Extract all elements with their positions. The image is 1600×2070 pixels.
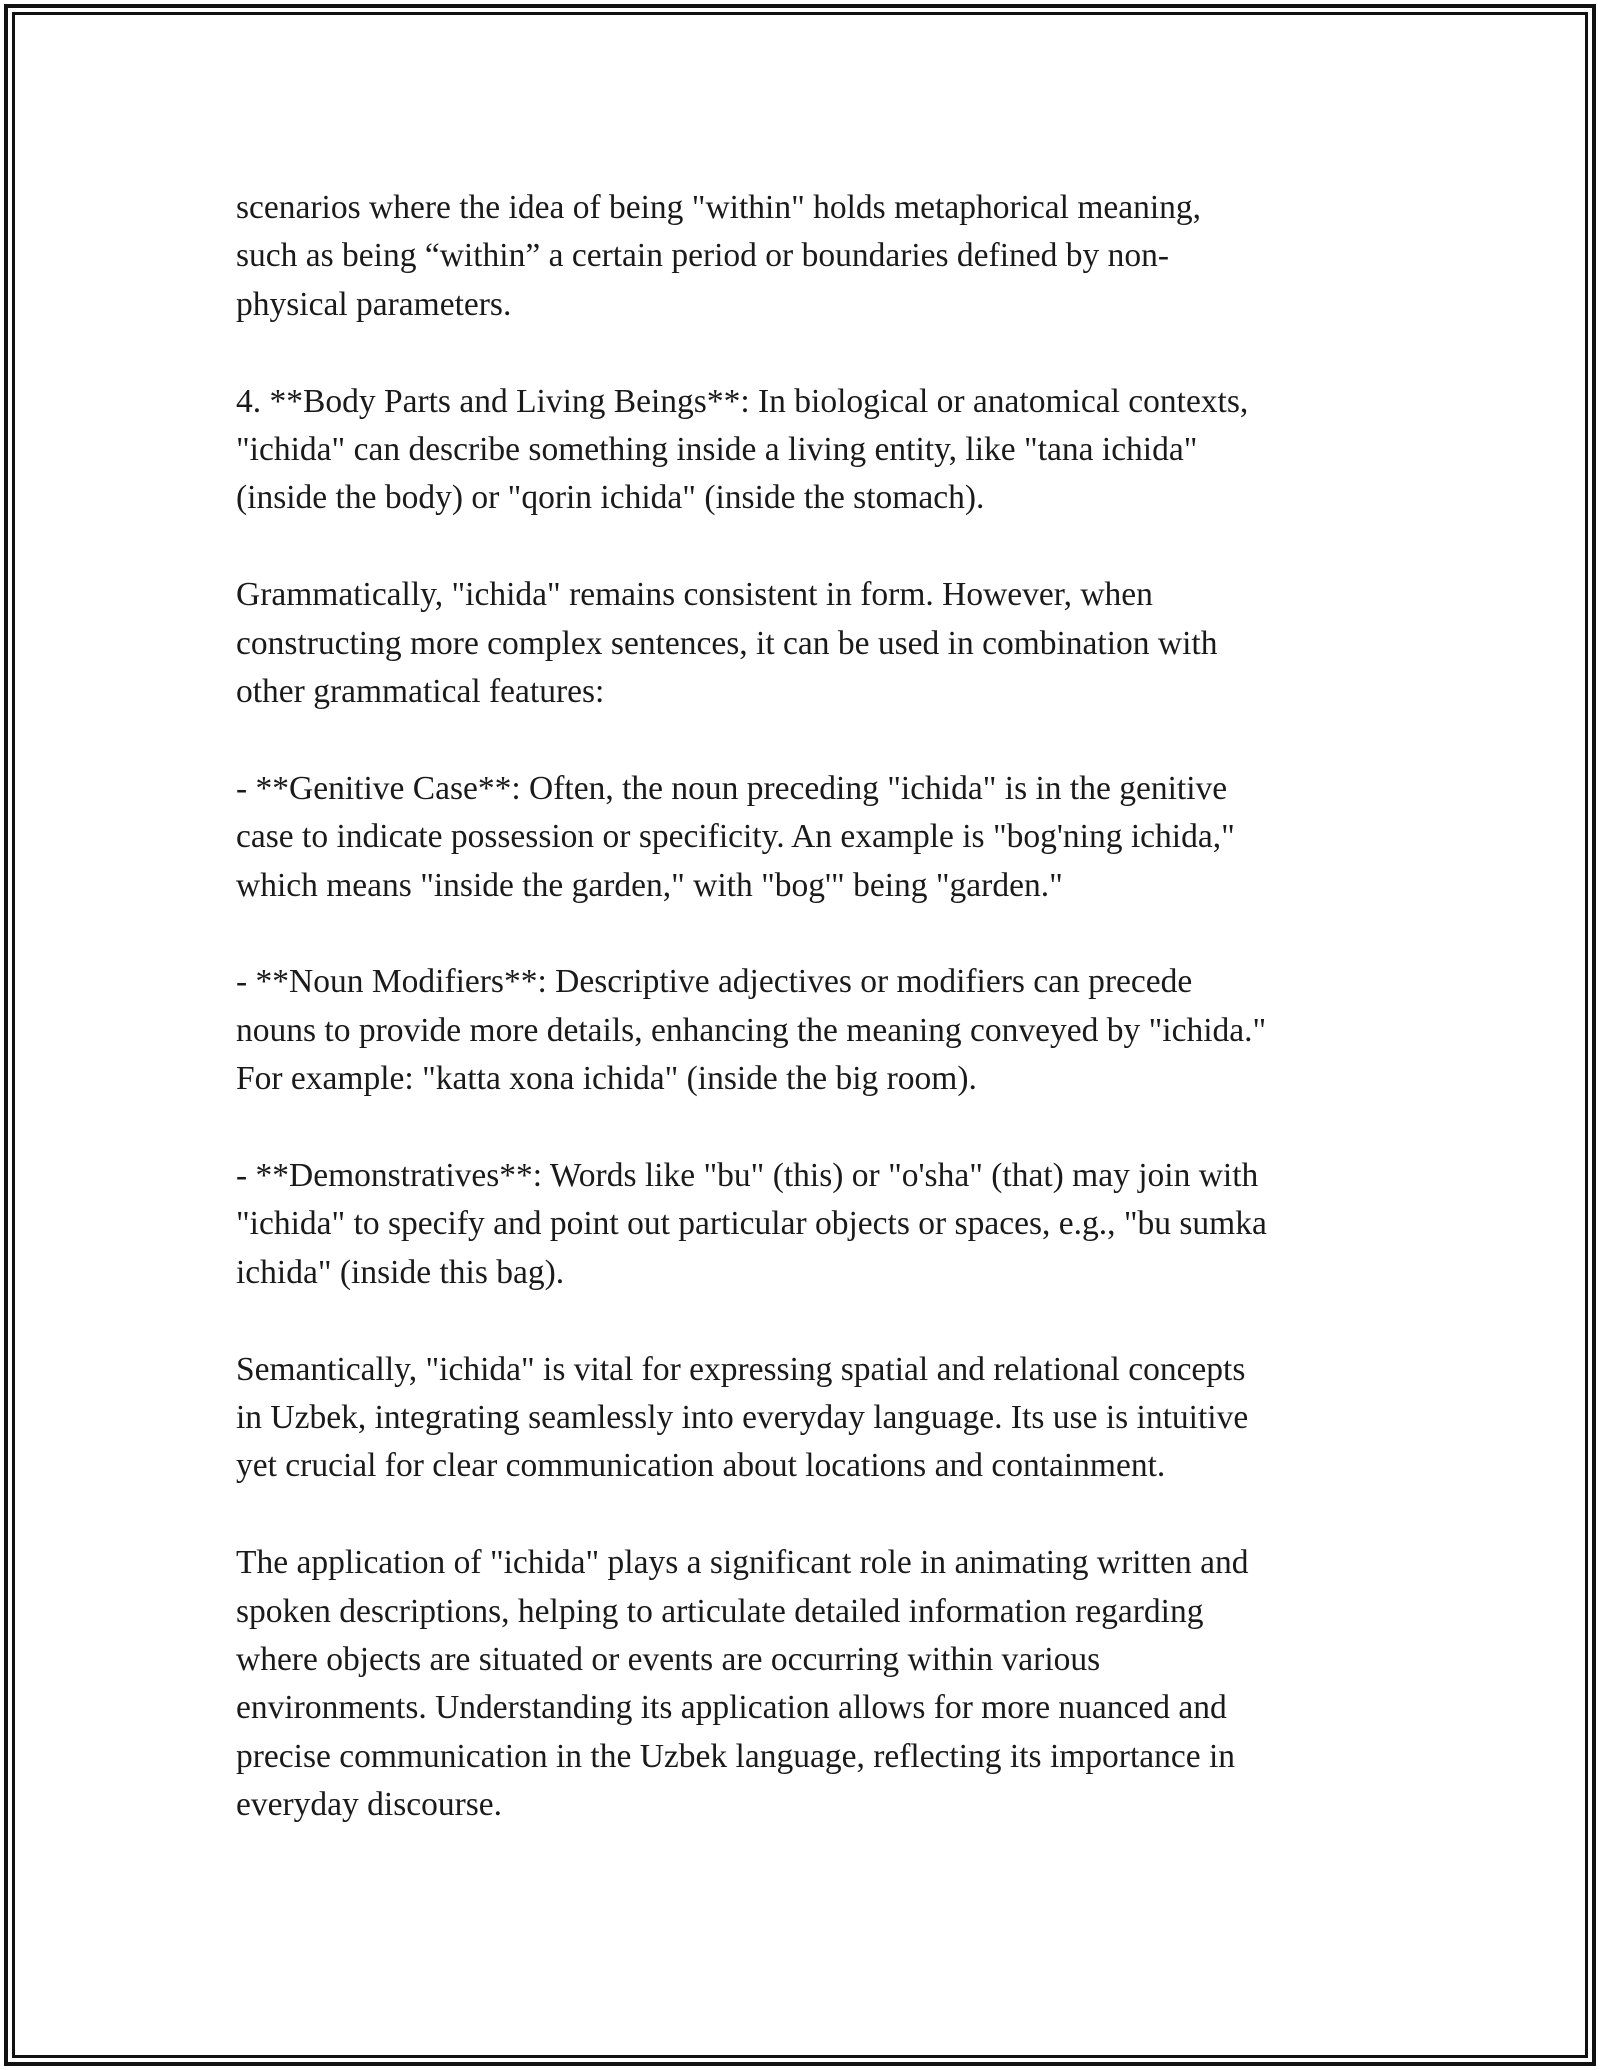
paragraph-noun-modifiers: - **Noun Modifiers**: Descriptive adjectives or modifiers can precede nouns to provide more details, enhancing the meaning conveyed by "ichida." For example: "katta xona ichida" (inside the big room). xyxy=(236,963,1267,1098)
document-body xyxy=(236,184,1376,1878)
paragraph-demonstratives: - **Demonstratives**: Words like "bu" (this) or "o'sha" (that) may join with "ichida" to specify and point out particular objects or spaces, e.g., "bu sumka ichida" (inside this bag). xyxy=(236,1157,1267,1291)
paragraph-semantically: Semantically, "ichida" is vital for expressing spatial and relational concepts in Uzbek, integrating seamlessly into everyday language. Its use is intuitive yet crucial for clear communication about locations and containment. xyxy=(236,1350,1249,1485)
paragraph-body-parts: 4. **Body Parts and Living Beings**: In biological or anatomical contexts, "ichida" can describe something inside a living entity, like "tana ichida" (inside the body) or "qorin ichida" (inside the stomach). xyxy=(236,382,1249,517)
paragraph-genitive-case: - **Genitive Case**: Often, the noun preceding "ichida" is in the genitive case to indicate possession or specificity. An example is "bog'ning ichida," which means "inside the garden," with "bog'" being "garden." xyxy=(236,769,1235,904)
paragraph-grammatically: Grammatically, "ichida" remains consistent in form. However, when constructing more complex sentences, it can be used in combination with other grammatical features: xyxy=(236,576,1218,711)
paragraph-application: The application of "ichida" plays a significant role in animating written and spoken descriptions, helping to articulate detailed information regarding where objects are situated or events are occurring within various environments. Understanding its application allows for more nuanced and precise communication in the Uzbek language, reflecting its importance in everyday discourse. xyxy=(236,1544,1249,1824)
paragraph-metaphorical-within: scenarios where the idea of being "within" holds metaphorical meaning, such as being “within” a certain period or boundaries defined by non- physical parameters. xyxy=(236,189,1202,323)
